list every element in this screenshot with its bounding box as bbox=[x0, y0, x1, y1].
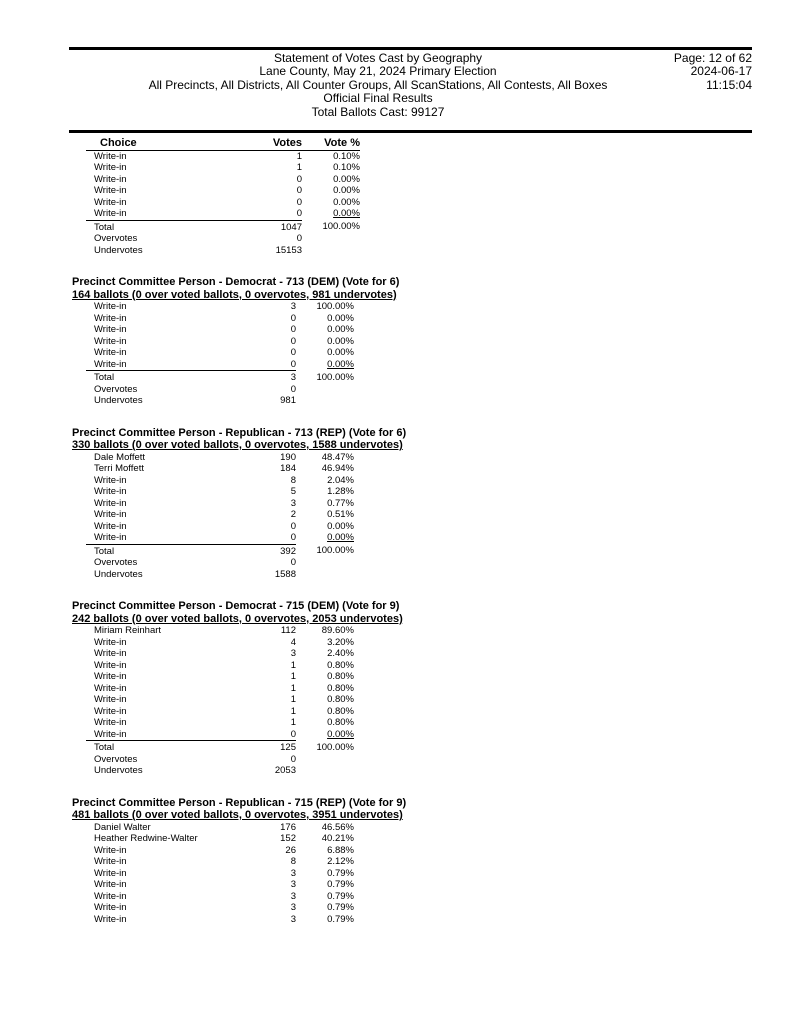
candidate-row bbox=[86, 868, 354, 880]
candidate-row bbox=[86, 845, 354, 857]
candidate-row bbox=[86, 185, 360, 197]
candidate-name: Write-in bbox=[86, 208, 260, 220]
candidate-votes: 0 bbox=[254, 729, 296, 741]
contest-ballot-summary: 481 ballots (0 over voted ballots, 0 overvotes, 3951 undervotes) bbox=[72, 809, 403, 821]
candidate-vote-percent bbox=[296, 532, 354, 544]
total-label: Total bbox=[94, 742, 115, 753]
overvotes-label: Overvotes bbox=[94, 233, 138, 244]
candidate-row bbox=[86, 197, 360, 209]
undervotes-percent bbox=[296, 395, 354, 407]
candidate-name: Write-in bbox=[86, 359, 254, 371]
overvotes-percent bbox=[296, 754, 354, 766]
candidate-votes: 8 bbox=[290, 856, 296, 867]
candidate-name: Write-in bbox=[94, 520, 127, 532]
candidate-row bbox=[86, 324, 354, 336]
overvotes-row bbox=[86, 754, 354, 766]
candidate-name: Terri Moffett bbox=[94, 463, 144, 474]
candidate-name: Write-in bbox=[94, 162, 127, 173]
candidate-row bbox=[86, 717, 354, 729]
candidate-vote-percent: 0.79% bbox=[327, 902, 354, 913]
candidate-row bbox=[86, 891, 354, 903]
overvotes-percent bbox=[296, 557, 354, 569]
candidate-vote-percent: 0.00% bbox=[327, 312, 354, 324]
contest-results bbox=[72, 138, 432, 945]
contest-ballot-summary: 242 ballots (0 over voted ballots, 0 overvotes, 2053 undervotes) bbox=[72, 612, 403, 625]
overvotes-label: Overvotes bbox=[94, 383, 138, 395]
candidate-name: Write-in bbox=[94, 867, 127, 879]
candidate-row bbox=[86, 637, 354, 649]
header-bottom-rule bbox=[69, 130, 752, 133]
overvotes-percent bbox=[296, 384, 354, 396]
candidate-vote-percent: 0.10% bbox=[333, 162, 360, 173]
candidate-vote-percent: 6.88% bbox=[327, 844, 354, 856]
overvotes-label: Overvotes bbox=[94, 557, 138, 568]
candidate-votes: 1 bbox=[290, 705, 296, 717]
candidate-name: Write-in bbox=[94, 671, 127, 682]
candidate-name: Daniel Walter bbox=[94, 821, 151, 833]
candidate-votes: 3 bbox=[290, 648, 296, 659]
results-table bbox=[86, 301, 354, 407]
total-label: Total bbox=[94, 221, 115, 233]
undervotes-row bbox=[86, 569, 354, 581]
candidate-votes: 0 bbox=[296, 185, 302, 196]
candidate-name: Miriam Reinhart bbox=[94, 625, 162, 636]
candidate-vote-percent-value: 0.00% bbox=[327, 358, 354, 370]
candidate-name: Write-in bbox=[94, 335, 127, 347]
candidate-vote-percent: 2.40% bbox=[327, 648, 354, 659]
contest-section bbox=[72, 276, 432, 407]
candidate-votes: 3 bbox=[290, 890, 296, 902]
report-scope: All Precincts, All Districts, All Counter Groups, All ScanStations, All Contests, All Boxes bbox=[148, 77, 608, 92]
candidate-vote-percent: 0.80% bbox=[327, 671, 354, 682]
candidate-vote-percent: 0.10% bbox=[333, 150, 360, 162]
candidate-row bbox=[86, 833, 354, 845]
results-table bbox=[86, 138, 360, 256]
candidate-votes: 0 bbox=[290, 335, 296, 347]
candidate-row bbox=[86, 660, 354, 672]
candidate-row bbox=[86, 475, 354, 487]
candidate-name: Write-in bbox=[94, 509, 127, 520]
total-percent: 100.00% bbox=[322, 221, 360, 233]
undervotes-row bbox=[86, 395, 354, 407]
candidate-votes: 1 bbox=[296, 162, 302, 173]
candidate-row bbox=[86, 856, 354, 868]
candidate-vote-percent: 0.00% bbox=[333, 185, 360, 196]
candidate-name: Write-in bbox=[94, 636, 127, 648]
candidate-name: Write-in bbox=[86, 729, 254, 741]
candidate-votes: 3 bbox=[290, 879, 296, 890]
candidate-row bbox=[86, 625, 354, 637]
vote-percent-column-header: Vote % bbox=[302, 138, 360, 150]
undervotes-row bbox=[86, 245, 360, 257]
results-table bbox=[86, 625, 354, 777]
undervotes-percent bbox=[296, 569, 354, 581]
candidate-vote-percent: 0.80% bbox=[327, 659, 354, 671]
candidate-votes: 0 bbox=[290, 347, 296, 358]
candidate-votes: 8 bbox=[290, 474, 296, 486]
candidate-row bbox=[86, 694, 354, 706]
total-label: Total bbox=[94, 372, 115, 383]
candidate-vote-percent-value: 0.00% bbox=[327, 532, 354, 544]
candidate-row bbox=[86, 914, 354, 926]
undervotes-votes: 15153 bbox=[275, 244, 302, 256]
candidate-name: Write-in bbox=[94, 173, 127, 185]
candidate-name: Write-in bbox=[94, 196, 127, 208]
candidate-votes: 2 bbox=[290, 509, 296, 520]
candidate-vote-percent: 0.00% bbox=[333, 173, 360, 185]
candidate-votes: 3 bbox=[290, 867, 296, 879]
candidate-votes: 1 bbox=[296, 150, 302, 162]
candidate-votes: 0 bbox=[254, 359, 296, 371]
candidate-name: Heather Redwine-Walter bbox=[94, 833, 198, 844]
candidate-vote-percent: 0.79% bbox=[327, 913, 354, 925]
total-votes: 3 bbox=[290, 372, 296, 383]
overvotes-label: Overvotes bbox=[94, 753, 138, 765]
candidate-row bbox=[86, 174, 360, 186]
candidate-row bbox=[86, 521, 354, 533]
contest-section bbox=[72, 427, 432, 581]
candidate-row bbox=[86, 208, 360, 220]
overvotes-votes: 0 bbox=[290, 753, 296, 765]
candidate-row bbox=[86, 498, 354, 510]
total-votes: 125 bbox=[280, 742, 296, 753]
candidate-vote-percent: 0.79% bbox=[327, 890, 354, 902]
candidate-vote-percent: 46.56% bbox=[321, 821, 354, 833]
candidate-name: Write-in bbox=[94, 324, 127, 335]
choice-column-header: Choice bbox=[86, 138, 260, 150]
candidate-votes: 0 bbox=[290, 312, 296, 324]
candidate-vote-percent: 0.80% bbox=[327, 717, 354, 728]
report-date: 2024-06-17 bbox=[690, 64, 752, 79]
candidate-row bbox=[86, 359, 354, 371]
candidate-vote-percent bbox=[296, 729, 354, 741]
candidate-votes: 1 bbox=[290, 694, 296, 705]
total-ballots-cast: Total Ballots Cast: 99127 bbox=[311, 104, 445, 119]
contest-ballot-summary: 164 ballots (0 over voted ballots, 0 overvotes, 981 undervotes) bbox=[72, 288, 397, 301]
total-row bbox=[86, 371, 354, 384]
candidate-votes: 4 bbox=[290, 636, 296, 648]
candidate-vote-percent bbox=[302, 208, 360, 220]
candidate-vote-percent: 0.00% bbox=[327, 335, 354, 347]
candidate-name: Write-in bbox=[94, 185, 127, 196]
candidate-row bbox=[86, 509, 354, 521]
candidate-votes: 3 bbox=[290, 902, 296, 913]
candidate-row bbox=[86, 301, 354, 313]
candidate-votes: 26 bbox=[285, 844, 296, 856]
election-name: Lane County, May 21, 2024 Primary Election bbox=[259, 64, 497, 79]
overvotes-percent bbox=[302, 233, 360, 245]
candidate-name: Write-in bbox=[94, 902, 127, 913]
contest-title: Precinct Committee Person - Democrat - 715 (DEM) (Vote for 9) bbox=[72, 600, 400, 612]
candidate-vote-percent: 48.47% bbox=[321, 451, 354, 463]
candidate-votes: 0 bbox=[296, 173, 302, 185]
contest-ballot-summary: 330 ballots (0 over voted ballots, 0 overvotes, 1588 undervotes) bbox=[72, 439, 403, 451]
candidate-vote-percent: 0.79% bbox=[327, 867, 354, 879]
candidate-row bbox=[86, 532, 354, 544]
page-info bbox=[674, 52, 752, 92]
candidate-row bbox=[86, 347, 354, 359]
undervotes-label: Undervotes bbox=[94, 395, 143, 406]
undervotes-votes: 981 bbox=[280, 395, 296, 406]
candidate-vote-percent: 0.00% bbox=[327, 324, 354, 335]
header-top-rule bbox=[69, 47, 752, 50]
candidate-row bbox=[86, 729, 354, 741]
candidate-vote-percent-value: 0.00% bbox=[327, 728, 354, 740]
candidate-votes: 3 bbox=[290, 913, 296, 925]
overvotes-row bbox=[86, 384, 354, 396]
report-header bbox=[69, 52, 687, 119]
total-votes: 392 bbox=[280, 545, 296, 557]
contest-title: Precinct Committee Person - Democrat - 713 (DEM) (Vote for 6) bbox=[72, 276, 400, 288]
candidate-name: Write-in bbox=[94, 486, 127, 497]
candidate-votes: 1 bbox=[290, 682, 296, 694]
candidate-votes: 0 bbox=[290, 324, 296, 335]
total-row bbox=[86, 544, 354, 557]
undervotes-percent bbox=[302, 245, 360, 257]
candidate-row bbox=[86, 452, 354, 464]
candidate-name: Write-in bbox=[94, 682, 127, 694]
candidate-vote-percent: 2.04% bbox=[327, 474, 354, 486]
column-header-row bbox=[86, 138, 360, 150]
overvotes-votes: 0 bbox=[290, 557, 296, 568]
contest-section bbox=[72, 138, 432, 256]
results-table bbox=[86, 822, 354, 926]
results-status: Official Final Results bbox=[323, 91, 433, 106]
report-title: Statement of Votes Cast by Geography bbox=[273, 51, 483, 65]
candidate-votes: 0 bbox=[296, 196, 302, 208]
total-row bbox=[86, 220, 360, 233]
candidate-votes: 152 bbox=[280, 833, 296, 844]
candidate-row bbox=[86, 648, 354, 660]
candidate-vote-percent: 1.28% bbox=[327, 486, 354, 497]
overvotes-row bbox=[86, 233, 360, 245]
candidate-name: Write-in bbox=[86, 532, 254, 544]
candidate-name: Dale Moffett bbox=[94, 451, 146, 463]
candidate-vote-percent: 0.80% bbox=[327, 705, 354, 717]
total-percent: 100.00% bbox=[316, 371, 354, 383]
undervotes-row bbox=[86, 765, 354, 777]
candidate-name: Write-in bbox=[94, 150, 127, 162]
candidate-votes: 112 bbox=[280, 625, 296, 636]
candidate-row bbox=[86, 902, 354, 914]
candidate-name: Write-in bbox=[94, 648, 127, 659]
candidate-row bbox=[86, 463, 354, 475]
candidate-name: Write-in bbox=[94, 890, 127, 902]
undervotes-votes: 1588 bbox=[274, 568, 296, 580]
votes-column-header: Votes bbox=[260, 138, 302, 150]
candidate-name: Write-in bbox=[94, 705, 127, 717]
candidate-votes: 1 bbox=[290, 717, 296, 728]
candidate-row bbox=[86, 336, 354, 348]
undervotes-percent bbox=[296, 765, 354, 777]
candidate-vote-percent: 100.00% bbox=[316, 301, 354, 312]
undervotes-votes: 2053 bbox=[274, 765, 296, 776]
candidate-vote-percent bbox=[296, 359, 354, 371]
candidate-vote-percent-value: 0.00% bbox=[333, 208, 360, 220]
candidate-row bbox=[86, 683, 354, 695]
total-label: Total bbox=[94, 545, 115, 557]
candidate-vote-percent: 46.94% bbox=[321, 463, 354, 474]
candidate-votes: 0 bbox=[290, 520, 296, 532]
total-percent: 100.00% bbox=[316, 741, 354, 753]
candidate-name: Write-in bbox=[94, 856, 127, 867]
contest-title: Precinct Committee Person - Republican - 715 (REP) (Vote for 9) bbox=[72, 796, 407, 809]
candidate-votes: 190 bbox=[280, 451, 296, 463]
total-row bbox=[86, 741, 354, 754]
results-table bbox=[86, 452, 354, 581]
candidate-votes: 0 bbox=[254, 532, 296, 544]
candidate-votes: 1 bbox=[290, 671, 296, 682]
candidate-vote-percent: 0.00% bbox=[327, 520, 354, 532]
overvotes-votes: 0 bbox=[290, 383, 296, 395]
candidate-vote-percent: 0.00% bbox=[327, 347, 354, 358]
candidate-votes: 184 bbox=[280, 463, 296, 474]
total-percent: 100.00% bbox=[316, 545, 354, 557]
candidate-vote-percent: 0.51% bbox=[327, 509, 354, 520]
candidate-name: Write-in bbox=[94, 474, 127, 486]
candidate-votes: 176 bbox=[280, 821, 296, 833]
candidate-vote-percent: 0.77% bbox=[327, 497, 354, 509]
report-time: 11:15:04 bbox=[706, 77, 752, 92]
candidate-vote-percent: 0.00% bbox=[333, 196, 360, 208]
candidate-row bbox=[86, 706, 354, 718]
candidate-row bbox=[86, 879, 354, 891]
contest-title: Precinct Committee Person - Republican - 713 (REP) (Vote for 6) bbox=[72, 426, 407, 439]
candidate-row bbox=[86, 486, 354, 498]
candidate-name: Write-in bbox=[94, 659, 127, 671]
candidate-votes: 3 bbox=[290, 497, 296, 509]
candidate-row bbox=[86, 162, 360, 174]
candidate-name: Write-in bbox=[94, 694, 127, 705]
candidate-row bbox=[86, 313, 354, 325]
overvotes-row bbox=[86, 557, 354, 569]
candidate-vote-percent: 40.21% bbox=[321, 833, 354, 844]
candidate-vote-percent: 0.80% bbox=[327, 682, 354, 694]
candidate-name: Write-in bbox=[94, 497, 127, 509]
candidate-row bbox=[86, 671, 354, 683]
candidate-vote-percent: 2.12% bbox=[327, 856, 354, 867]
candidate-name: Write-in bbox=[94, 717, 127, 728]
candidate-row bbox=[86, 822, 354, 834]
candidate-vote-percent: 0.80% bbox=[327, 694, 354, 705]
undervotes-label: Undervotes bbox=[94, 568, 143, 580]
candidate-vote-percent: 3.20% bbox=[327, 636, 354, 648]
candidate-row bbox=[86, 150, 360, 162]
overvotes-votes: 0 bbox=[296, 233, 302, 244]
total-votes: 1047 bbox=[280, 221, 302, 233]
candidate-votes: 5 bbox=[290, 486, 296, 497]
candidate-votes: 3 bbox=[290, 301, 296, 312]
candidate-name: Write-in bbox=[94, 913, 127, 925]
candidate-name: Write-in bbox=[94, 844, 127, 856]
candidate-votes: 0 bbox=[260, 208, 302, 220]
undervotes-label: Undervotes bbox=[94, 765, 143, 776]
candidate-name: Write-in bbox=[94, 879, 127, 890]
contest-section bbox=[72, 797, 432, 926]
candidate-vote-percent: 89.60% bbox=[321, 625, 354, 636]
candidate-name: Write-in bbox=[94, 312, 127, 324]
contest-section bbox=[72, 600, 432, 777]
candidate-vote-percent: 0.79% bbox=[327, 879, 354, 890]
candidate-name: Write-in bbox=[94, 347, 127, 358]
undervotes-label: Undervotes bbox=[94, 244, 143, 256]
page-number: Page: 12 of 62 bbox=[673, 51, 752, 65]
candidate-name: Write-in bbox=[94, 301, 127, 312]
candidate-votes: 1 bbox=[290, 659, 296, 671]
